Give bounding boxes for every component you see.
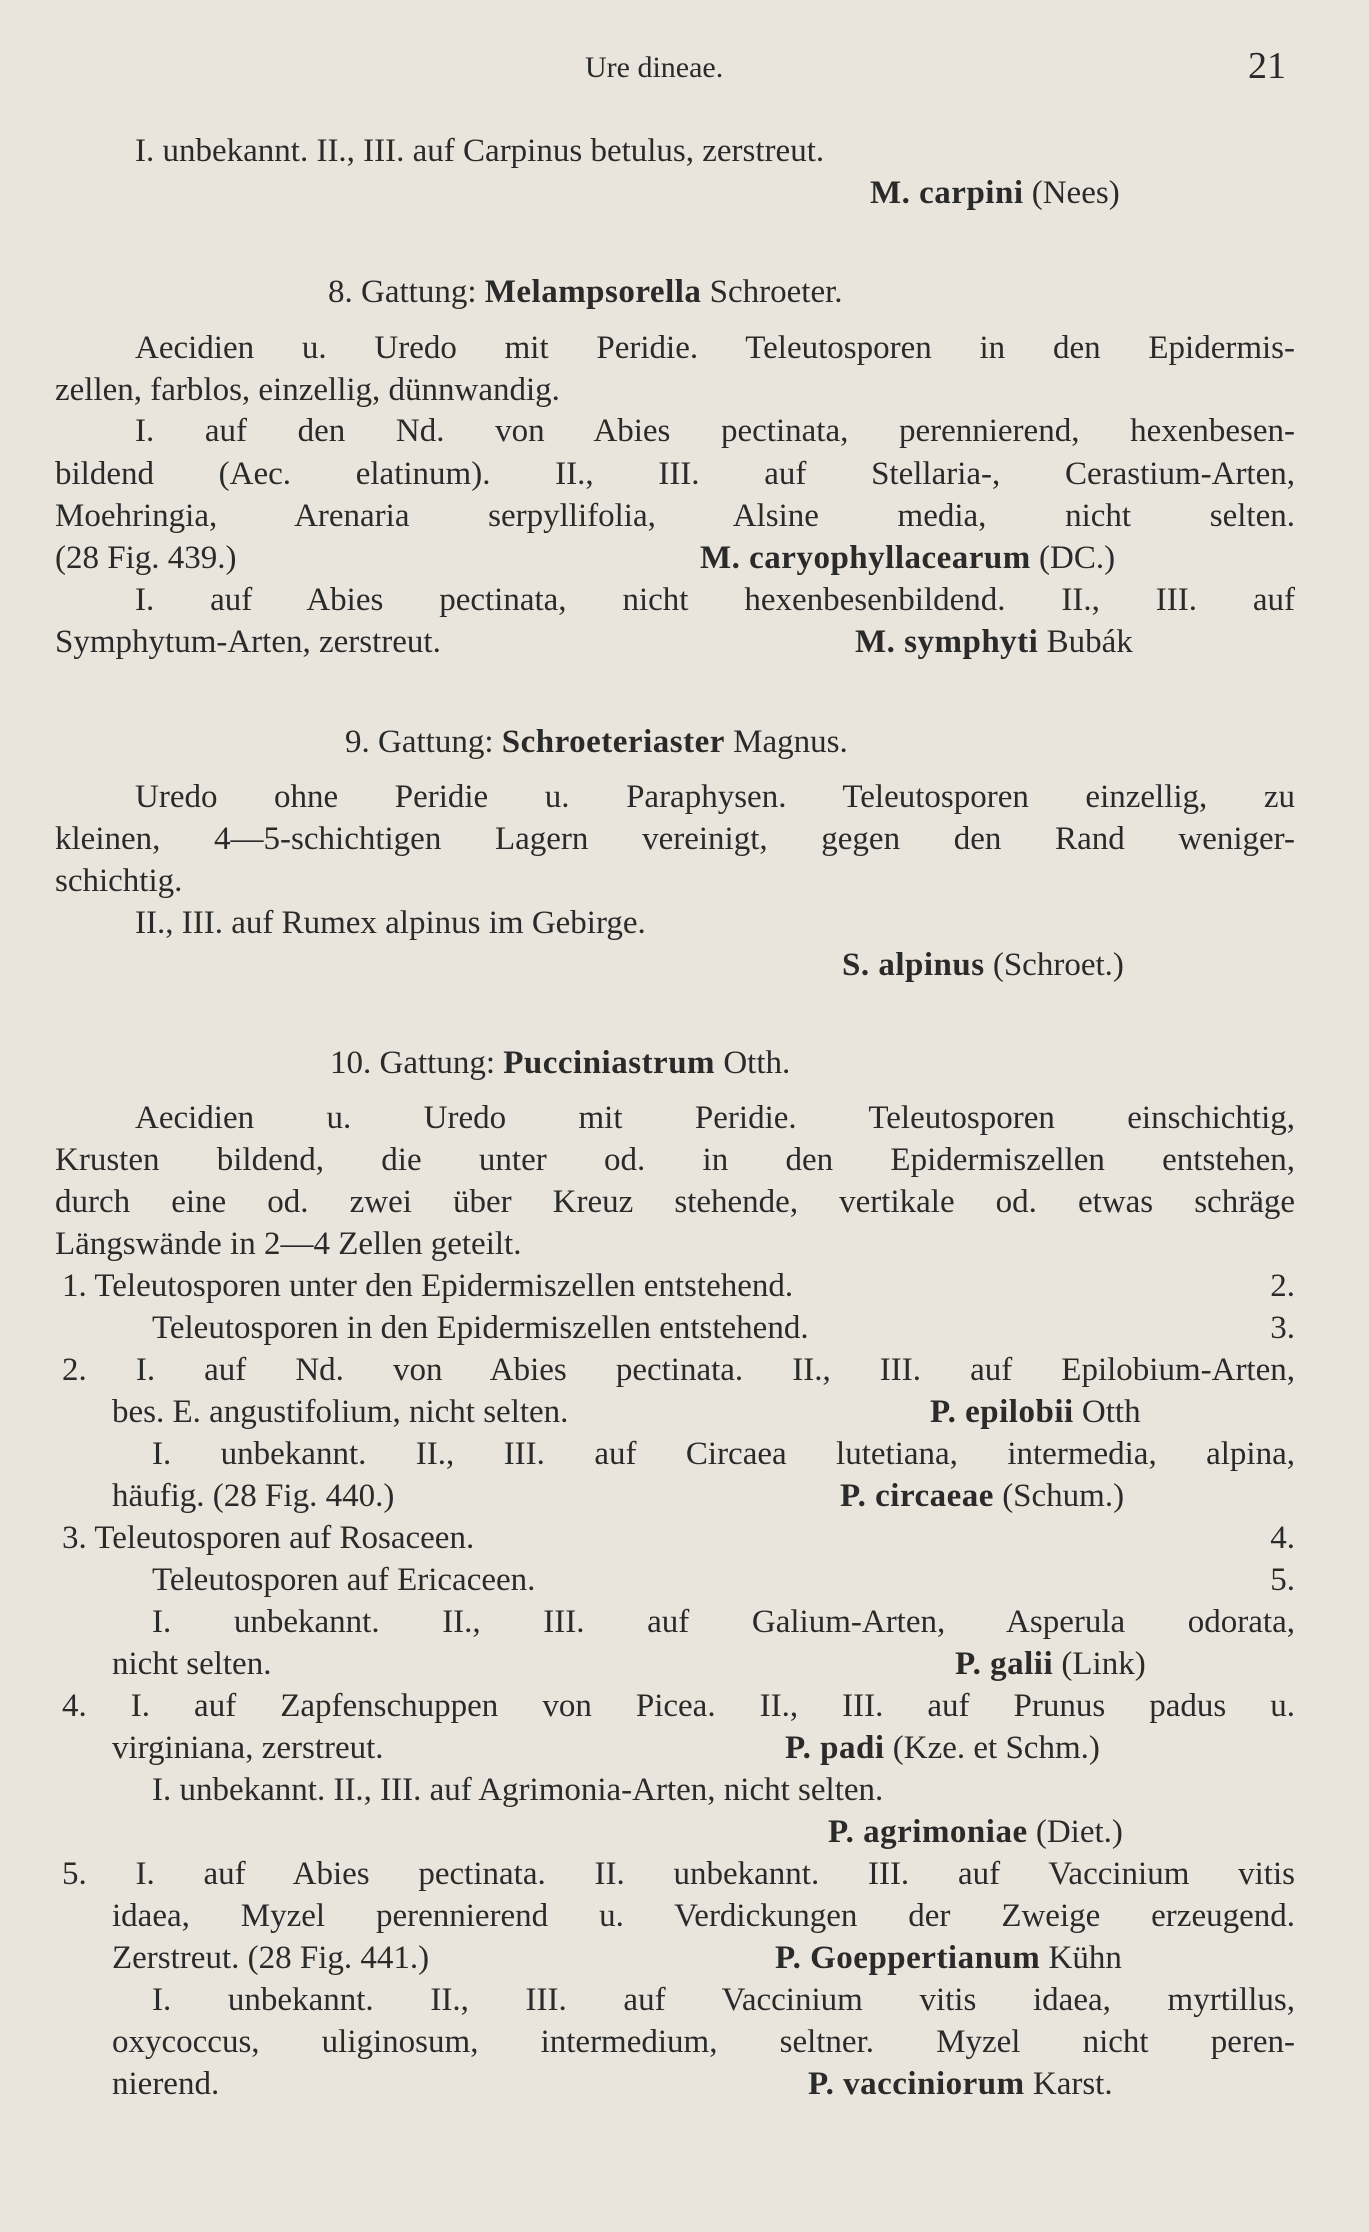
genus-name: Pucciniastrum (503, 1045, 716, 1081)
species-line (855, 622, 1133, 662)
species-line (700, 538, 1115, 578)
text-line: durch eine od. zwei über Kreuz stehende, vertikale od. etwas schräge (55, 1184, 1295, 1220)
key-reference: 5. (1270, 1562, 1295, 1598)
text-line: Längswände in 2—4 Zellen geteilt. (55, 1226, 522, 1262)
species-name: M. caryophyllacearum (700, 540, 1031, 576)
species-name: P. Goeppertianum (775, 1940, 1041, 1976)
species-name: P. vacciniorum (808, 2066, 1025, 2102)
species-line (785, 1728, 1100, 1768)
text-line: zellen, farblos, einzellig, dünnwandig. (55, 372, 560, 408)
running-header: Ure dineae. (585, 51, 724, 84)
text-line: I. unbekannt. II., III. auf Carpinus betulus, zerstreut. (135, 133, 825, 169)
species-line (808, 2064, 1113, 2104)
text-line: Aecidien u. Uredo mit Peridie. Teleutosporen einschichtig, (135, 1100, 1295, 1136)
species-author: (DC.) (1030, 540, 1116, 576)
key-line: 3. Teleutosporen auf Rosaceen. 4. (62, 1520, 1295, 1556)
genus-heading: 8. Gattung: Melampsorella Schroeter. (328, 274, 843, 310)
key-line: Teleutosporen in den Epidermiszellen entstehend. 3. (152, 1310, 1295, 1346)
species-author: Bubák (1038, 624, 1133, 660)
text-line: Aecidien u. Uredo mit Peridie. Teleutosporen in den Epidermis- (135, 330, 1295, 366)
text-line: (28 Fig. 439.) (55, 540, 237, 576)
species-line (828, 1812, 1123, 1852)
species-line (840, 1476, 1124, 1516)
text-line: I. auf Abies pectinata, nicht hexenbesenbildend. II., III. auf (135, 582, 1295, 618)
text-line: kleinen, 4—5-schichtigen Lagern vereinigt, gegen den Rand weniger- (55, 821, 1295, 857)
species-name: P. agrimoniae (828, 1814, 1028, 1850)
species-name: P. padi (785, 1730, 885, 1766)
species-name: M. symphyti (855, 624, 1039, 660)
text-line: nicht selten. (112, 1646, 272, 1682)
text-line: Krusten bildend, die unter od. in den Epidermiszellen entstehen, (55, 1142, 1295, 1178)
key-reference: 3. (1270, 1310, 1295, 1346)
text-line: schichtig. (55, 863, 183, 899)
species-author: (Schum.) (993, 1478, 1125, 1514)
genus-name: Schroeteriaster (501, 724, 725, 760)
text-line: häufig. (28 Fig. 440.) (112, 1478, 395, 1514)
species-author: Kühn (1040, 1940, 1122, 1976)
species-author: (Kze. et Schm.) (884, 1730, 1100, 1766)
species-author: (Nees) (1023, 175, 1120, 211)
page-number: 21 (1248, 45, 1286, 87)
text-line: bes. E. angustifolium, nicht selten. (112, 1394, 569, 1430)
text-line: idaea, Myzel perennierend u. Verdickungen der Zweige erzeugend. (112, 1898, 1295, 1934)
text-line: Uredo ohne Peridie u. Paraphysen. Teleutosporen einzellig, zu (135, 779, 1295, 815)
species-author: Otth (1073, 1394, 1141, 1430)
species-author: (Diet.) (1027, 1814, 1123, 1850)
text-line: I. unbekannt. II., III. auf Vaccinium vitis idaea, myrtillus, (152, 1982, 1295, 2018)
species-name: M. carpini (870, 175, 1024, 211)
species-line (870, 173, 1120, 213)
species-name: P. galii (955, 1646, 1054, 1682)
species-author: (Schroet.) (984, 947, 1124, 983)
key-line: Teleutosporen auf Ericaceen. 5. (152, 1562, 1295, 1598)
key-reference: 2. (1270, 1268, 1295, 1304)
species-line (775, 1938, 1122, 1978)
text-line: Symphytum-Arten, zerstreut. (55, 624, 441, 660)
species-line (955, 1644, 1146, 1684)
key-line: 1. Teleutosporen unter den Epidermiszellen entstehend. 2. (62, 1268, 1295, 1304)
genus-name: Melampsorella (484, 274, 702, 310)
genus-heading: 10. Gattung: Pucciniastrum Otth. (330, 1045, 791, 1081)
text-line: I. unbekannt. II., III. auf Galium-Arten, Asperula odorata, (152, 1604, 1295, 1640)
text-line: II., III. auf Rumex alpinus im Gebirge. (135, 905, 646, 941)
text-line: oxycoccus, uliginosum, intermedium, seltner. Myzel nicht peren- (112, 2024, 1295, 2060)
text-line: I. unbekannt. II., III. auf Circaea lutetiana, intermedia, alpina, (152, 1436, 1295, 1472)
text-line: Zerstreut. (28 Fig. 441.) (112, 1940, 430, 1976)
species-line (842, 945, 1124, 985)
key-line: 2. I. auf Nd. von Abies pectinata. II., III. auf Epilobium-Arten, (62, 1352, 1295, 1388)
species-name: P. circaeae (840, 1478, 994, 1514)
species-name: P. epilobii (930, 1394, 1074, 1430)
genus-heading: 9. Gattung: Schroeteriaster Magnus. (345, 724, 848, 760)
text-line: I. unbekannt. II., III. auf Agrimonia-Arten, nicht selten. (152, 1772, 884, 1808)
text-line: I. auf den Nd. von Abies pectinata, perennierend, hexenbesen- (135, 413, 1295, 449)
species-line (930, 1392, 1141, 1432)
text-line: Moehringia, Arenaria serpyllifolia, Alsine media, nicht selten. (55, 498, 1295, 534)
species-name: S. alpinus (842, 947, 985, 983)
key-line: 4. I. auf Zapfenschuppen von Picea. II., III. auf Prunus padus u. (62, 1688, 1295, 1724)
text-line: virginiana, zerstreut. (112, 1730, 384, 1766)
species-author: Karst. (1024, 2066, 1113, 2102)
text-line: bildend (Aec. elatinum). II., III. auf Stellaria-, Cerastium-Arten, (55, 456, 1295, 492)
text-line: nierend. (112, 2066, 220, 2102)
species-author: (Link) (1053, 1646, 1146, 1682)
key-line: 5. I. auf Abies pectinata. II. unbekannt. III. auf Vaccinium vitis (62, 1856, 1295, 1892)
key-reference: 4. (1270, 1520, 1295, 1556)
